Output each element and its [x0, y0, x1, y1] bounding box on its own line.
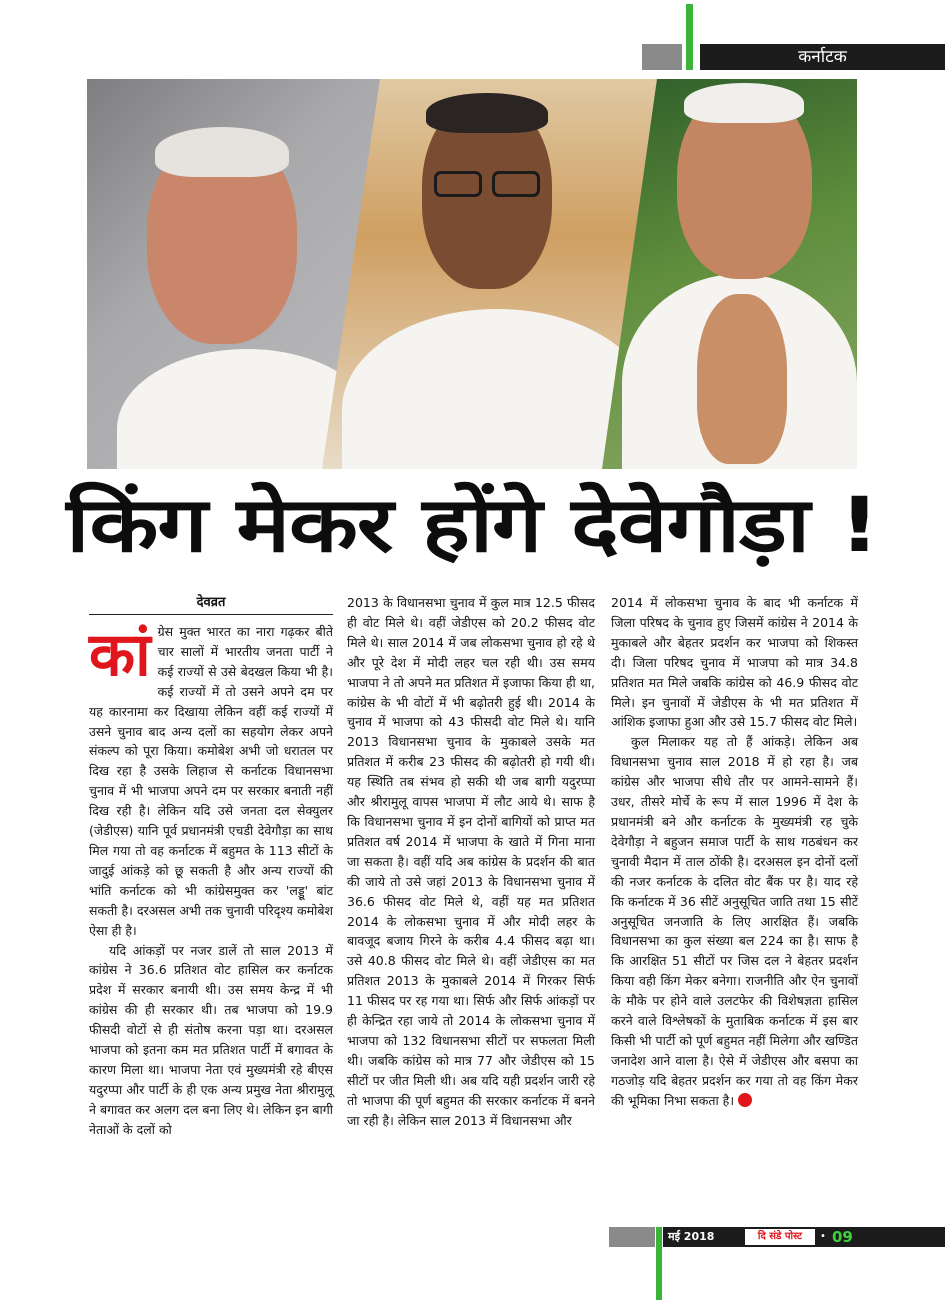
red-dot-icon: [738, 1093, 752, 1107]
header-green-bar: [686, 4, 693, 70]
paragraph: यदि आंकड़ों पर नजर डालें तो साल 2013 में कांग्रेस ने 36.6 प्रतिशत वोट हासिल कर कर्नाटक प्रदेश में सरकार बनायी थी। उस समय केन्द्र में भी कांग्रेस की ही सरकार थी। तब भाजपा को 19.9 फीसदी वोटों से ही संतोष करना पड़ा था। दरअसल भाजपा को इतना कम मत प्रतिशत पार्टी में बगावत के कारण मिला था। भाजपा नेता एवं मुख्यमंत्री रहे बीएस यदुरप्पा और पार्टी के ही एक अन्य प्रमुख नेता श्रीरामुलू ने बगावत कर अलग दल बना लिए थे। लेकिन इन बागी नेताओं के दलों को: [89, 942, 333, 1137]
page-number: 09: [832, 1228, 853, 1246]
drop-cap: कां: [89, 620, 151, 690]
section-label: कर्नाटक: [700, 44, 945, 70]
paragraph: 2014 में लोकसभा चुनाव के बाद भी कर्नाटक में जिला परिषद के चुनाव हुए जिसमें कांग्रेस ने 2014 के मुकाबले और बेहतर प्रदर्शन कर भाजपा को शिकस्त दी। जिला परिषद चुनाव में भाजपा को मात्र 34.8 प्रतिशत मत मिले जबकि कांग्रेस को 46.9 फीसद वोट मिले। इन चुनावों में जेडीएस के भी मत प्रतिशत में आंशिक इजाफा हुआ और उसे 15.7 फीसद वोट मिले।: [611, 595, 858, 730]
article-column-2: [347, 593, 595, 1130]
photo-collage: [87, 79, 857, 469]
footer-date: मई 2018: [668, 1230, 715, 1243]
footer-green-bar: [656, 1227, 662, 1300]
paragraph-final-text: कुल मिलाकर यह तो हैं आंकड़े। लेकिन अब विधानसभा चुनाव साल 2018 में हो रहा है। जब कांग्रेस और भाजपा सीधे तौर पर आमने-सामने हैं। उधर, तीसरे मोर्चे के रूप में साल 1996 में देश के प्रधानमंत्री बने और कर्नाटक के मुख्यमंत्री रह चुके देवेगौड़ा ने बहुजन समाज पार्टी के साथ गठबंधन कर चुनावी मैदान में ताल ठोंकी है। दरअसल इन दोनों दलों की नजर कर्नाटक के दलित वोट बैंक पर है। याद रहे कि कर्नाटक में 36 सीटें अनुसूचित जाति तथा 15 सीटें अनुसूचित जनजाति के लिए आरक्षित हैं। जबकि विधानसभा का कुल संख्या बल 224 का है। साफ है कि आरक्षित 51 सीटों पर जिस दल ने बेहतर प्रदर्शन किया वही किंग मेकर बनेगा। राजनीति और ऐन चुनावों के मौके पर होने वाले उलटफेर की विशेषज्ञता हासिल करने वाले विश्लेषकों के मुताबिक कर्नाटक में इस बार किसी भी पार्टी को पूर्ण बहुमत नहीं मिलेगा और खण्डित जनादेश आने वाला है। ऐसे में जेडीएस और बसपा का गठजोड़ यदि बेहतर प्रदर्शन कर गया तो वह किंग मेकर की भूमिका निभा सकता है।: [611, 734, 858, 1108]
paragraph-final: [611, 732, 858, 1110]
article-column-3: [611, 593, 858, 1111]
byline: देवव्रत: [196, 595, 226, 610]
article-column-1: [89, 593, 333, 1140]
footer-separator: •: [820, 1231, 826, 1242]
headline: किंग मेकर होंगे देवेगौड़ा !: [66, 480, 879, 569]
footer-magazine-logo: दि संडे पोस्ट: [745, 1229, 815, 1245]
paragraph: ग्रेस मुक्त भारत का नारा गढ़कर बीते चार सालों में भारतीय जनता पार्टी ने कई राज्यों से उसे बेदखल किया भी है। कई राज्यों में तो उसने अपने दम पर यह कारनामा कर दिखाया लेकिन वहीं कई राज्यों में उसने चुनाव बाद अन्य दलों का सहयोग लेकर अपने संकल्प को पूरा किया। कमोबेश अभी जो धरातल पर दिख रहा है उसके लिहाज से कर्नाटक विधानसभा चुनाव में भी भाजपा अपने दम पर सरकार बनाती नहीं दिख रही है। लेकिन यदि उसे जनता दल सेक्युलर (जेडीएस) यानि पूर्व प्रधानमंत्री एचडी देवेगौड़ा का साथ मिल गया तो वह कर्नाटक में बहुमत के 113 सीटों के जादुई आंकड़े को छू सकती है और अन्य राज्यों की भांति कर्नाटक को भी कांग्रेसमुक्त कर 'लड्डू' बांट सकती है। दरअसल अभी तक चुनावी परिदृश्य कमोबेश ऐसा ही है।: [89, 624, 333, 938]
header-gray-block: [642, 44, 682, 70]
paragraph: 2013 के विधानसभा चुनाव में कुल मात्र 12.5 फीसद ही वोट मिले थे। वहीं जेडीएस को 20.2 फीसद वोट मिले थे। साल 2014 में जब लोकसभा चुनाव हो रहे थे और पूरे देश में मोदी लहर चल रही थी। उस समय भाजपा ने तो अपने मत प्रतिशत में इजाफा किया ही था, कांग्रेस के भी वोटों में भी बढ़ोतरी हुई थी। 2014 के चुनाव में भाजपा को 43 फीसदी वोट मिले थे। यानि 2013 विधानसभा चुनाव के मुकाबले उसके मत प्रतिशत में करीब 23 फीसद की बढ़ोतरी हो गयी थी। यह स्थिति तब संभव हो सकी थी जब बागी यदुरप्पा और श्रीरामुलू वापस भाजपा में लौट आये थे। साफ है कि विधानसभा चुनाव में इन दोनों बागियों को प्राप्त मत प्रतिशत वर्ष 2014 में भाजपा के खाते में गिना माना जा सकता है। वहीं यदि अब कांग्रेस के प्रदर्शन की बात की जाये तो उसे जहां 2013 के विधानसभा चुनाव में 36.6 फीसद वोट मिले थे, वहीं यह मत प्रतिशत 2014 के लोकसभा चुनाव में और मोदी लहर के बावजूद बजाय गिरने के करीब 4.4 फीसद बढ़ा था। उसे 40.8 फीसद वोट मिले थे। वहीं जेडीएस का मत प्रतिशत 2013 के मुकाबले 2014 में गिरकर सिर्फ 11 फीसद पर रह गया था। सिर्फ और सिर्फ आंकड़ों पर ही केन्द्रित रहा जाये तो 2014 के लोकसभा चुनाव में भाजपा को 132 विधानसभा सीटों पर सफलता मिली थी। जबकि कांग्रेस को मात्र 77 और जेडीएस को 15 सीटों पर जीत मिली थी। अब यदि यही प्रदर्शन जारी रहे तो भाजपा की पूर्ण बहुमत की सरकार कर्नाटक में बनने जा रही है। लेकिन साल 2013 में विधानसभा और: [347, 595, 595, 1128]
byline-rule: [89, 614, 333, 615]
footer-gray-block: [609, 1227, 655, 1247]
